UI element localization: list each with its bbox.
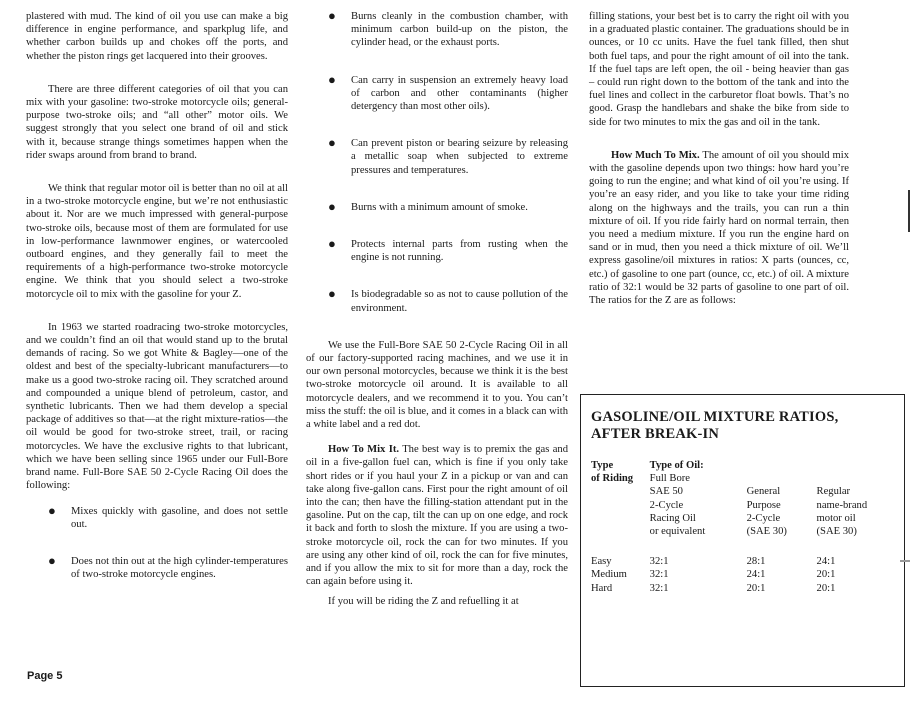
feature-list	[26, 502, 288, 582]
list-item-text: Burns with a minimum amount of smoke.	[351, 201, 528, 213]
column-left	[26, 10, 288, 605]
cell-text: motor oil	[816, 512, 856, 524]
table-row	[591, 555, 894, 568]
list-item-text: Is biodegradable so as not to cause pollution of the environment.	[351, 289, 568, 314]
bullet-icon: ●	[48, 552, 56, 568]
header-text: Type of Oil:	[649, 460, 704, 471]
scan-edge-mark	[908, 190, 910, 232]
cell-text: name-brand	[816, 499, 868, 511]
oil-fullbore-desc	[650, 485, 747, 538]
bullet-icon: ●	[328, 286, 336, 302]
list-item	[26, 552, 288, 581]
cell-riding: Easy	[591, 556, 612, 568]
table-title-line: AFTER BREAK-IN	[591, 426, 720, 442]
scan-edge-mark	[900, 560, 910, 562]
cell-ratio: 24:1	[746, 569, 766, 581]
table-header-row	[591, 459, 894, 485]
list-item-text: Can prevent piston or bearing seizure by releasing a metallic soap when subjected to extreme pressures and temperatures.	[351, 138, 568, 176]
list-item-text: Mixes quickly with gasoline, and does not settle out.	[71, 505, 288, 530]
paragraph	[589, 149, 849, 307]
header-type-of-riding	[591, 459, 650, 485]
paragraph-text: The amount of oil you should mix with the gasoline depends upon two things: how hard you’re going to run the engine; and what kind of oil you’re using. If you’re an easy rider, and you like to take your time riding along on the highways and the trails, you can run a thin mixture of oil. If you ride fairly hard on normal terrain, then you need a medium mixture. If you run the engine hard on sand or in mud, then you need a thick mixture of oil. We’ll express gasoline/oil mixtures in ratios: X parts (ounces, cc, etc.) of gasoline to one part (ounce, cc, etc.) of oil. A mixture ratio of 32:1 would be 32 parts of gasoline to one part of oil. The ratios for the Z are as follows:	[589, 149, 849, 307]
list-item-text: Protects internal parts from rusting when the engine is not running.	[351, 239, 568, 264]
header-text: Full Bore	[649, 473, 690, 485]
list-item	[306, 137, 568, 177]
cell-ratio: 28:1	[746, 556, 766, 568]
paragraph	[306, 443, 568, 588]
paragraph: filling stations, your best bet is to carry the right oil with you in a graduated plastic container. The graduations should be in ounces, or 10 cc units. Have the fuel tank filled, then shut both fuel taps, and pour the right amount of oil into the tank. If the fuel taps are left open, the oil - being heavier than gas – could run right down to the bottom of the tank and into the fuel lines and collect in the carburetor float bowls. That’s no good. Grasp the handlebars and shake the bike from side to side for two minutes to mix the gas and oil in the tank.	[589, 11, 849, 128]
table-title-line: GASOLINE/OIL MIXTURE RATIOS,	[591, 409, 839, 425]
paragraph: We think that regular motor oil is better than no oil at all in a two-stroke motorcycle engine, but we’re not enthusiastic about it. Nor are we much impressed with general-purpose two-stroke oils, because most of them are formulated for use in low-performance lawnmower engines, or watercooled outboard engines, and they generally fail to meet the requirements of a high-performance two-stroke motorcycle engine. We think that you should select a two-stroke motorcycle oil to mix with the gasoline for your Z.	[26, 183, 288, 300]
cell-ratio: 20:1	[816, 582, 836, 594]
table-title	[591, 409, 894, 443]
table-subheader-row	[591, 485, 894, 538]
header-type-of-oil	[650, 459, 747, 485]
cell-ratio: 32:1	[649, 582, 669, 594]
column-middle	[306, 10, 568, 608]
oil-general-desc	[747, 485, 817, 538]
cell-text: General	[746, 486, 781, 498]
section-heading: How Much To Mix.	[611, 149, 700, 161]
table-row	[591, 582, 894, 595]
list-item	[26, 502, 288, 531]
oil-regular-desc	[817, 485, 894, 538]
cell-riding: Hard	[591, 582, 613, 594]
column-right	[589, 10, 849, 307]
table-row	[591, 568, 894, 581]
cell-text: (SAE 30)	[746, 526, 787, 538]
mixture-ratio-table	[591, 459, 894, 595]
paragraph: In 1963 we started roadracing two-stroke motorcycles, and we couldn’t find an oil that would stand up to the brutal demands of racing. So we got White & Bagley—one of the oldest and best of the specialty-lubricant manufacturers—to make us a good two-stroke racing oil. They scratched around and compounded a unique blend of petroleum, castor, and synthetic lubricants. Then we had them develop a special package of additives so that—at the right mixture-ratios—the oil would be good for two-stroke street, trail, or racing motorcycles. We have the exclusive rights to that lubricant, which we have been selling since 1965 under our Full-Bore brand name. Full-Bore SAE 50 2-Cycle Racing Oil does the following:	[26, 321, 288, 492]
cell-ratio: 24:1	[816, 556, 836, 568]
paragraph-text: The best way is to premix the gas and oil in a five-gallon fuel can, which is fine if you only take short rides or if you haul your Z in a pickup or van and can take along five-gallon cans. First pour the right amount of oil into the can; then have the filling-station attendant put in the gasoline. Put on the cap, tilt the can up on one edge, and rock it back and forth to slosh the mixture. If you are using a two-stroke motorcycle oil, rock the can for two minutes. If you are using any other kind of oil, rock the can for five minutes, and if you allow the mix to sit for more than a day, rock the can again before using it.	[306, 444, 568, 588]
paragraph: plastered with mud. The kind of oil you use can make a big difference in engine performance, and sparkplug life, and whether carbon builds up and chokes off the ports, and whether the piston rings get lacquered into their grooves.	[26, 11, 288, 62]
list-item	[306, 238, 568, 264]
header-text: Type	[591, 460, 614, 471]
feature-list	[306, 10, 568, 315]
list-item-text: Can carry in suspension an extremely heavy load of carbon and other contaminants (higher detergency than most other oils).	[351, 74, 568, 113]
list-item	[306, 71, 568, 114]
bullet-icon: ●	[48, 502, 56, 518]
header-text: of Riding	[591, 473, 634, 485]
mixture-ratio-table-box	[580, 394, 905, 687]
cell-text: SAE 50	[649, 486, 683, 498]
paragraph: If you will be riding the Z and refuelling it at	[328, 595, 519, 607]
cell-ratio: 20:1	[816, 569, 836, 581]
page-number: Page 5	[27, 670, 63, 682]
bullet-icon: ●	[328, 71, 336, 87]
list-item-text: Burns cleanly in the combustion chamber, with minimum carbon build-up on the piston, the cylinder head, or the exhaust ports.	[351, 11, 568, 49]
paragraph: There are three different categories of oil that you can mix with your gasoline: two-stroke motorcycle oils; general-purpose two-stroke oils; and “all other” motor oils. We suggest strongly that you select one brand of oil and stick with it, because strange things sometimes happen when the rider swaps around from brand to brand.	[26, 83, 288, 161]
paragraph: We use the Full-Bore SAE 50 2-Cycle Racing Oil in all of our factory-supported racing machines, and we use it in our own personal motorcycles, because we think it is the best two-stroke motorcycle oil around. It is available to all motorcycle dealers, and we recommend it to you. You can’t miss the stuff: the oil is blue, and it comes in a black can with a white label and a red dot.	[306, 339, 568, 431]
cell-text: Purpose	[746, 499, 781, 511]
cell-ratio: 32:1	[649, 569, 669, 581]
cell-text: 2-Cycle	[746, 512, 781, 524]
cell-ratio: 20:1	[746, 582, 766, 594]
list-item-text: Does not thin out at the high cylinder-temperatures of two-stroke motorcycle engines.	[71, 555, 288, 581]
cell-text: or equivalent	[649, 526, 706, 538]
cell-text: Regular	[816, 486, 851, 498]
bullet-icon: ●	[328, 198, 336, 214]
section-heading: How To Mix It.	[328, 444, 400, 456]
bullet-icon: ●	[328, 8, 336, 23]
cell-riding: Medium	[591, 569, 627, 581]
cell-ratio: 32:1	[649, 556, 669, 568]
list-item	[306, 288, 568, 314]
list-item	[306, 198, 568, 214]
bullet-icon: ●	[328, 236, 336, 252]
bullet-icon: ●	[328, 135, 336, 151]
list-item	[306, 10, 568, 50]
cell-text: Racing Oil	[649, 512, 696, 524]
cell-text: 2-Cycle	[649, 499, 684, 511]
cell-text: (SAE 30)	[816, 526, 857, 538]
